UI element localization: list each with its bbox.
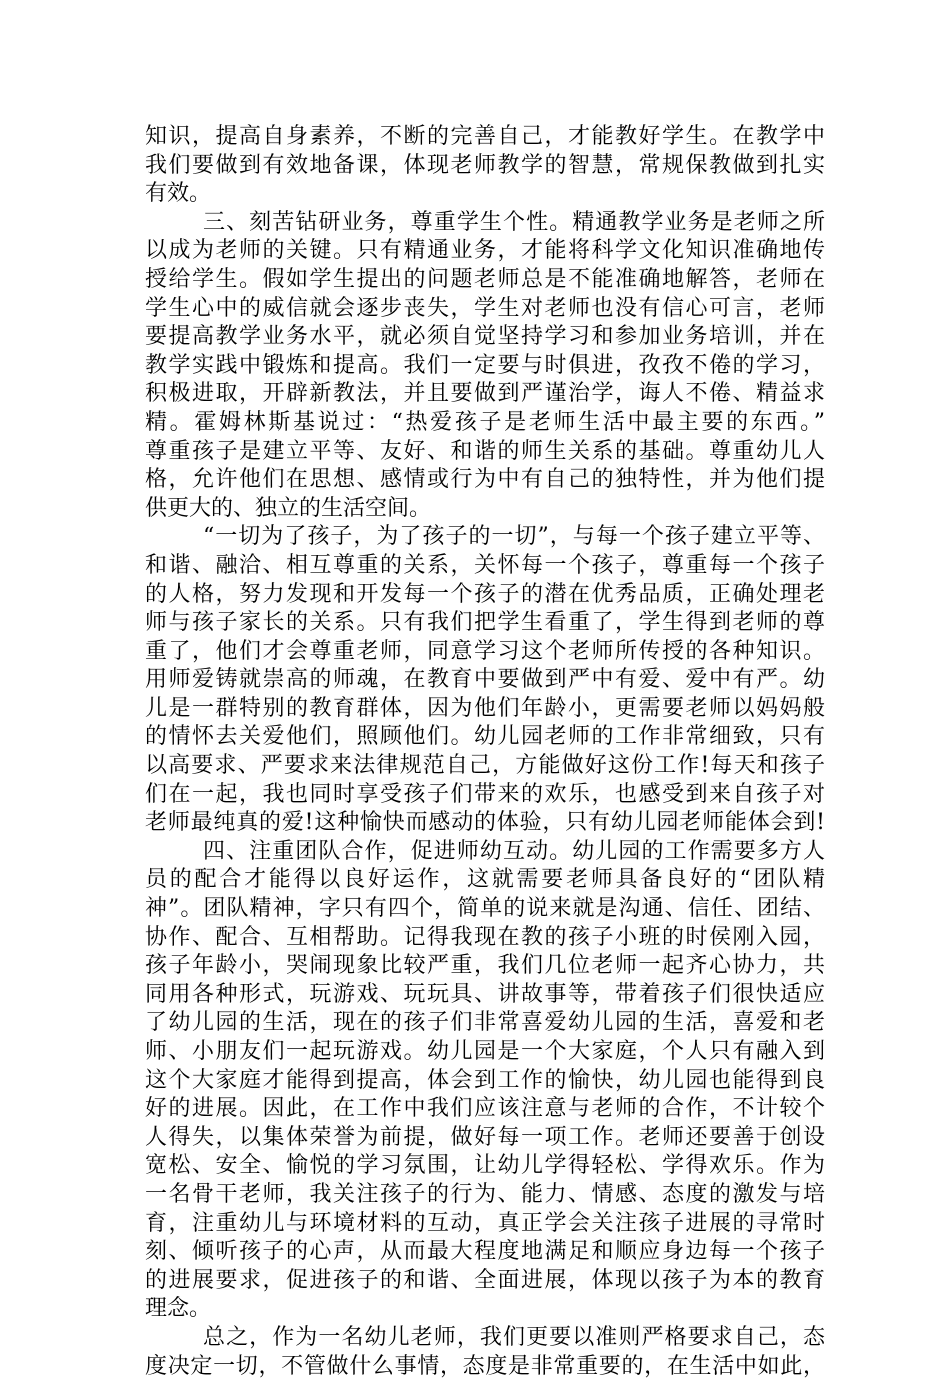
text-line: 尊重孩子是建立平等、友好、和谐的师生关系的基础。尊重幼儿人 — [145, 438, 825, 464]
text-line: 老师最纯真的爱!这种愉快而感动的体验，只有幼儿园老师能体会到! — [145, 810, 825, 836]
text-line: “一切为了孩子，为了孩子的一切”，与每一个孩子建立平等、 — [203, 524, 825, 550]
text-line: 员的配合才能得以良好运作，这就需要老师具备良好的“团队精 — [145, 867, 825, 893]
text-line: 这个大家庭才能得到提高，体会到工作的愉快，幼儿园也能得到良 — [145, 1067, 825, 1093]
text-line: 们在一起，我也同时享受孩子们带来的欢乐，也感受到来自孩子对 — [145, 781, 825, 807]
text-line: 总之，作为一名幼儿老师，我们更要以准则严格要求自己，态 — [203, 1324, 825, 1350]
text-line: 度决定一切，不管做什么事情，态度是非常重要的，在生活中如此， — [145, 1353, 825, 1379]
text-line: 同用各种形式，玩游戏、玩玩具、讲故事等，带着孩子们很快适应 — [145, 981, 825, 1007]
text-line: 格，允许他们在思想、感情或行为中有自己的独特性，并为他们提 — [145, 467, 825, 493]
document-body — [145, 123, 825, 1381]
text-line: 师与孩子家长的关系。只有我们把学生看重了，学生得到老师的尊 — [145, 610, 825, 636]
text-line: 一名骨干老师，我关注孩子的行为、能力、情感、态度的激发与培 — [145, 1181, 825, 1207]
text-line: 三、刻苦钻研业务，尊重学生个性。精通教学业务是老师之所 — [203, 209, 825, 235]
text-line: 刻、倾听孩子的心声，从而最大程度地满足和顺应身边每一个孩子 — [145, 1239, 825, 1265]
text-line: 要提高教学业务水平，就必须自觉坚持学习和参加业务培训，并在 — [145, 324, 825, 350]
text-line: 了幼儿园的生活，现在的孩子们非常喜爱幼儿园的生活，喜爱和老 — [145, 1010, 825, 1036]
text-line: 育，注重幼儿与环境材料的互动，真正学会关注孩子进展的寻常时 — [145, 1210, 825, 1236]
text-line: 的情怀去关爱他们，照顾他们。幼儿园老师的工作非常细致，只有 — [145, 724, 825, 750]
text-line: 知识，提高自身素养，不断的完善自己，才能教好学生。在教学中 — [145, 124, 825, 149]
text-line: 精。霍姆林斯基说过：“热爱孩子是老师生活中最主要的东西。” — [145, 409, 825, 435]
text-line: 理念。 — [145, 1296, 212, 1322]
text-line: 四、注重团队合作，促进师幼互动。幼儿园的工作需要多方人 — [203, 838, 825, 864]
text-line: 协作、配合、互相帮助。记得我现在教的孩子小班的时侯刚入园， — [145, 924, 825, 950]
text-line: 孩子年龄小，哭闹现象比较严重，我们几位老师一起齐心协力，共 — [145, 953, 825, 979]
text-line: 神”。团队精神，字只有四个，简单的说来就是沟通、信任、团结、 — [145, 896, 825, 922]
text-line: 以成为老师的关键。只有精通业务，才能将科学文化知识准确地传 — [145, 238, 825, 264]
text-line: 有效。 — [145, 181, 212, 207]
text-line: 以高要求、严要求来法律规范自己，方能做好这份工作!每天和孩子 — [145, 753, 825, 779]
text-line: 宽松、安全、愉悦的学习氛围，让幼儿学得轻松、学得欢乐。作为 — [145, 1153, 825, 1179]
text-line: 好的进展。因此，在工作中我们应该注意与老师的合作，不计较个 — [145, 1096, 825, 1122]
text-line: 的进展要求，促进孩子的和谐、全面进展，体现以孩子为本的教育 — [145, 1267, 825, 1293]
text-line: 用师爱铸就崇高的师魂，在教育中要做到严中有爱、爱中有严。幼 — [145, 667, 825, 693]
text-line: 的人格，努力发现和开发每一个孩子的潜在优秀品质，正确处理老 — [145, 581, 825, 607]
text-line: 儿是一群特别的教育群体，因为他们年龄小，更需要老师以妈妈般 — [145, 695, 825, 721]
text-line: 人得失，以集体荣誉为前提，做好每一项工作。老师还要善于创设 — [145, 1124, 825, 1150]
text-line: 学生心中的威信就会逐步丧失，学生对老师也没有信心可言，老师 — [145, 295, 825, 321]
text-line: 重了，他们才会尊重老师，同意学习这个老师所传授的各种知识。 — [145, 638, 825, 664]
text-line: 供更大的、独立的生活空间。 — [145, 495, 432, 521]
text-line: 积极进取，开辟新教法，并且要做到严谨治学，诲人不倦、精益求 — [145, 381, 825, 407]
text-line: 和谐、融洽、相互尊重的关系，关怀每一个孩子，尊重每一个孩子 — [145, 552, 825, 578]
text-line: 授给学生。假如学生提出的问题老师总是不能准确地解答，老师在 — [145, 266, 825, 292]
text-line: 教学实践中锻炼和提高。我们一定要与时俱进，孜孜不倦的学习， — [145, 352, 825, 378]
text-line: 师、小朋友们一起玩游戏。幼儿园是一个大家庭，个人只有融入到 — [145, 1039, 825, 1064]
text-line: 我们要做到有效地备课，体现老师教学的智慧，常规保教做到扎实 — [145, 152, 825, 178]
